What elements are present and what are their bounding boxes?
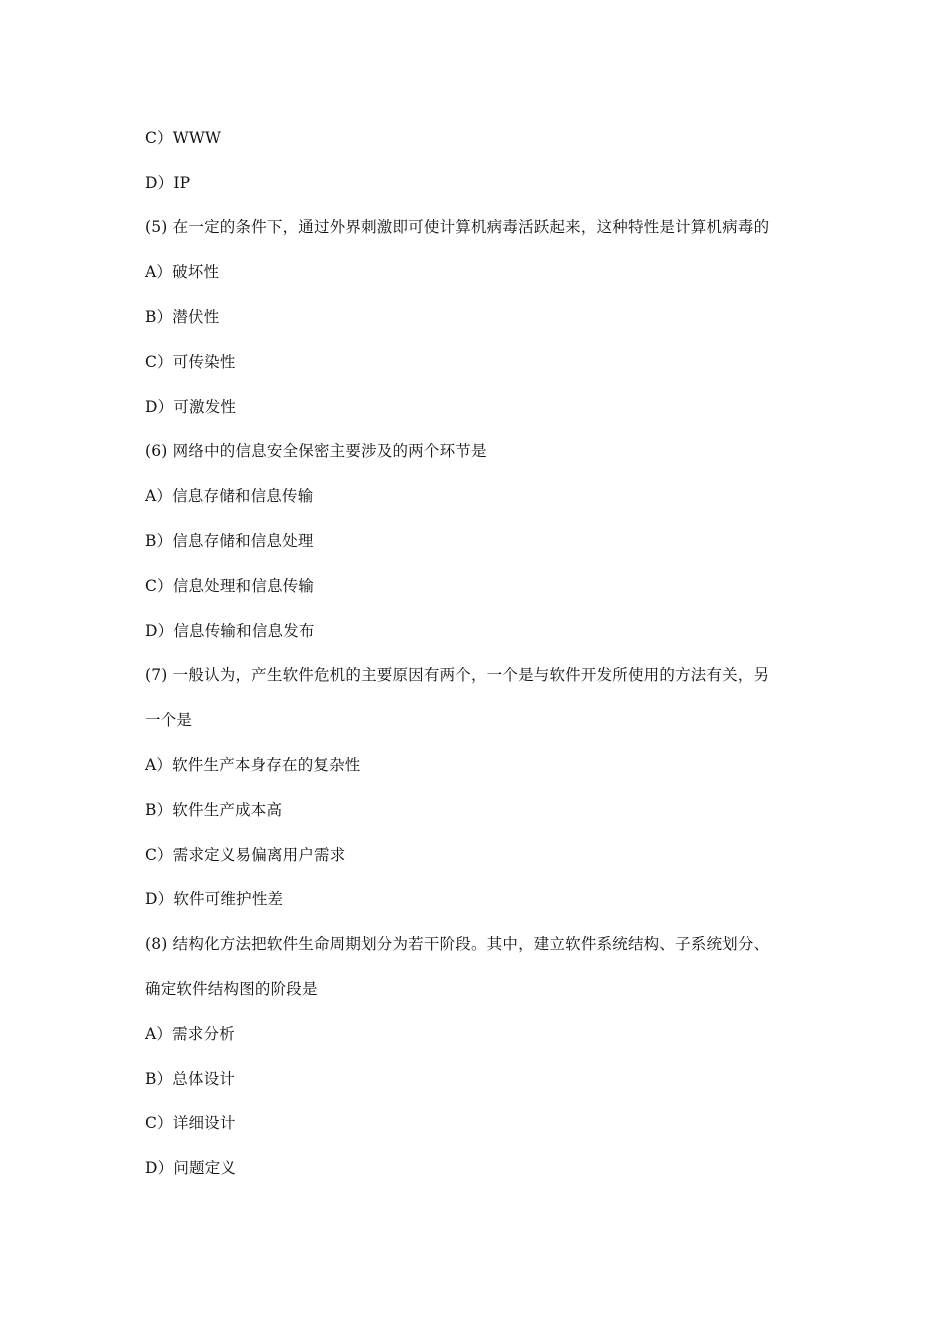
option-c-q7: C）需求定义易偏离用户需求	[145, 846, 346, 864]
option-b-q5: B）潜伏性	[145, 308, 220, 326]
question-7-line-2: 一个是	[145, 711, 193, 729]
question-6: (6) 网络中的信息安全保密主要涉及的两个环节是	[145, 442, 487, 460]
option-d-q5: D）可激发性	[145, 398, 237, 416]
option-a-q7: A）软件生产本身存在的复杂性	[145, 756, 361, 774]
option-c-q4: C）WWW	[145, 129, 222, 147]
option-d-q7: D）软件可维护性差	[145, 890, 284, 908]
option-c-q5: C）可传染性	[145, 353, 236, 371]
option-c-q6: C）信息处理和信息传输	[145, 577, 315, 595]
option-c-q8: C）详细设计	[145, 1114, 236, 1132]
question-8-line-2: 确定软件结构图的阶段是	[145, 980, 318, 998]
option-a-q8: A）需求分析	[145, 1025, 235, 1043]
question-5: (5) 在一定的条件下，通过外界刺激即可使计算机病毒活跃起来，这种特性是计算机病毒的	[145, 218, 770, 236]
question-8-line-1: (8) 结构化方法把软件生命周期划分为若干阶段。其中，建立软件系统结构、子系统划分、	[145, 935, 770, 953]
option-b-q6: B）信息存储和信息处理	[145, 532, 314, 550]
option-d-q8: D）问题定义	[145, 1159, 237, 1177]
option-a-q6: A）信息存储和信息传输	[145, 487, 314, 505]
option-b-q8: B）总体设计	[145, 1070, 236, 1088]
question-7-line-1: (7) 一般认为，产生软件危机的主要原因有两个，一个是与软件开发所使用的方法有关，另	[145, 666, 770, 684]
option-b-q7: B）软件生产成本高	[145, 801, 283, 819]
option-a-q5: A）破坏性	[145, 263, 220, 281]
option-d-q6: D）信息传输和信息发布	[145, 622, 315, 640]
option-d-q4: D）IP	[145, 174, 191, 192]
